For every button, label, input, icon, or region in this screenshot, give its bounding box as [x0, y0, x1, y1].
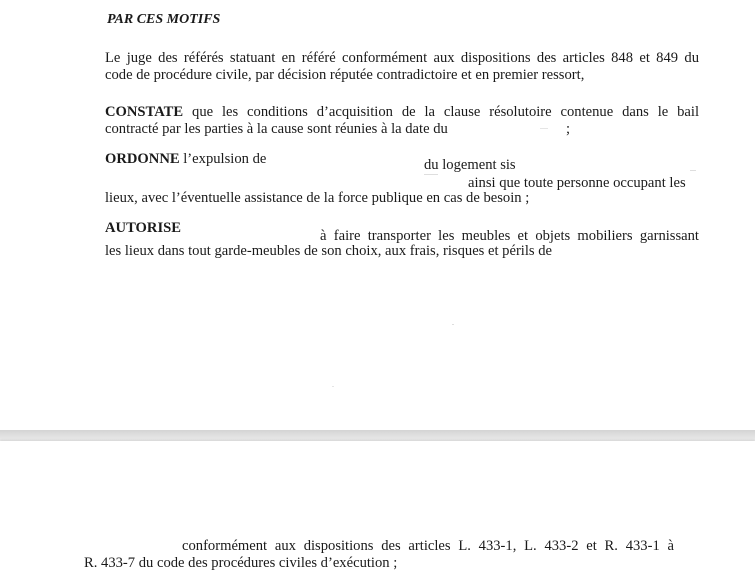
section-heading: PAR CES MOTIFS [107, 12, 221, 27]
scan-speck [424, 174, 438, 175]
page2-line-1: conformément aux dispositions des articles L. 433-1, L. 433-2 et R. 433-1 à [182, 538, 674, 554]
document-page-2 [0, 441, 755, 577]
intro-line-2: code de procédure civile, par décision réputée contradictoire et en premier ressort, [105, 67, 585, 83]
ordonne-text-1b: du logement sis [424, 157, 516, 173]
page2-line-2: R. 433-7 du code des procédures civiles d’exécution ; [84, 555, 398, 571]
scan-speck [332, 386, 334, 387]
autorise-keyword: AUTORISE [105, 220, 181, 236]
ordonne-line-1 [105, 151, 266, 167]
scan-speck [452, 324, 454, 325]
autorise-line-1: à faire transporter les meubles et objets mobiliers garnissant [320, 228, 699, 244]
ordonne-keyword: ORDONNE [105, 151, 180, 167]
constate-keyword: CONSTATE [105, 104, 184, 120]
constate-text-1: que les conditions d’acquisition de la clause résolutoire contenue dans le bail [192, 104, 699, 120]
ordonne-text-1: l’expulsion de [183, 151, 267, 167]
constate-line-2: contracté par les parties à la cause sont réunies à la date du [105, 121, 448, 137]
constate-line-2-end: ; [566, 121, 571, 137]
scan-speck [540, 128, 548, 129]
constate-line-1 [105, 104, 699, 120]
page-separator [0, 430, 755, 441]
scan-speck [690, 170, 696, 171]
ordonne-line-2: ainsi que toute personne occupant les [468, 175, 686, 191]
ordonne-line-3: lieux, avec l’éventuelle assistance de la force publique en cas de besoin ; [105, 190, 530, 206]
autorise-line-2: les lieux dans tout garde-meubles de son choix, aux frais, risques et périls de [105, 243, 553, 259]
intro-line-1: Le juge des référés statuant en référé conformément aux dispositions des articles 848 et 849 du [105, 50, 699, 66]
